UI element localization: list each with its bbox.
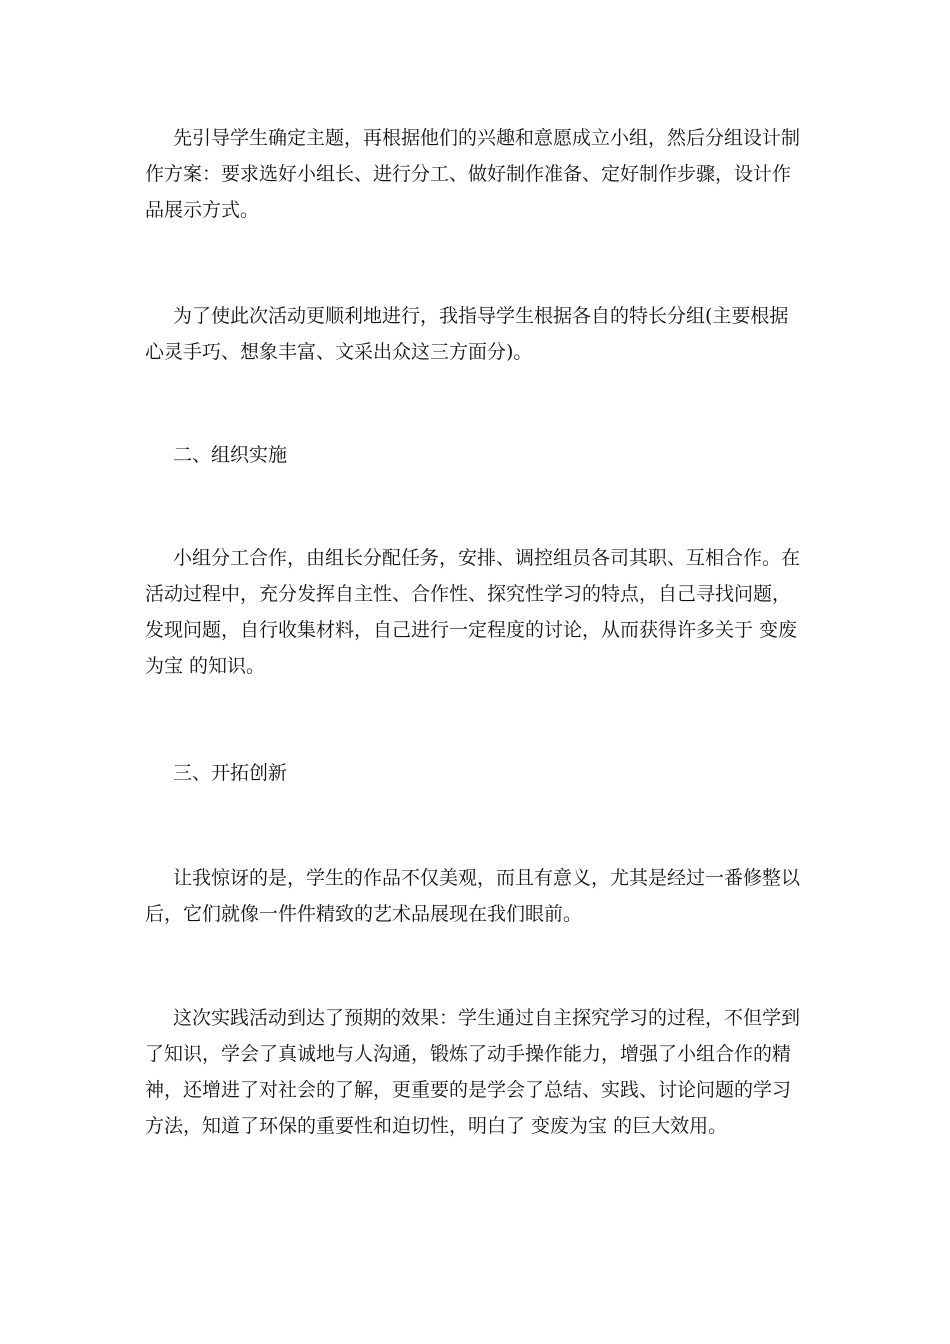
- paragraph-3: [145, 540, 809, 684]
- paragraph-line: 为宝 的知识。: [145, 655, 266, 677]
- paragraph-5: [145, 1000, 809, 1144]
- paragraph-1: [145, 120, 809, 228]
- paragraph-line: 心灵手巧、想象丰富、文采出众这三方面分)。: [145, 341, 533, 363]
- section-heading-innovate: 三、开拓创新: [173, 762, 288, 784]
- paragraph-line: 先引导学生确定主题，再根据他们的兴趣和意愿成立小组，然后分组设计制: [173, 127, 801, 149]
- paragraph-line: 神，还增进了对社会的了解，更重要的是学会了总结、实践、讨论问题的学习: [145, 1079, 792, 1101]
- paragraph-line: 了知识，学会了真诚地与人沟通，锻炼了动手操作能力，增强了小组合作的精: [145, 1043, 792, 1065]
- paragraph-line: 小组分工合作，由组长分配任务，安排、调控组员各司其职、互相合作。在: [173, 547, 801, 569]
- paragraph-line: 活动过程中，充分发挥自主性、合作性、探究性学习的特点，自己寻找问题，: [145, 583, 792, 605]
- paragraph-line: 方法，知道了环保的重要性和迫切性，明白了 变废为宝 的巨大效用。: [145, 1115, 728, 1137]
- paragraph-line: 作方案：要求选好小组长、进行分工、做好制作准备、定好制作步骤，设计作: [145, 163, 792, 185]
- paragraph-line: 这次实践活动到达了预期的效果：学生通过自主探究学习的过程，不但学到: [173, 1007, 801, 1029]
- paragraph-line: 后，它们就像一件件精致的艺术品展现在我们眼前。: [145, 903, 583, 925]
- paragraph-line: 为了使此次活动更顺利地进行，我指导学生根据各自的特长分组(主要根据: [173, 305, 789, 327]
- section-heading-organize: 二、组织实施: [173, 444, 288, 466]
- paragraph-4: [145, 860, 809, 932]
- paragraph-line: 品展示方式。: [145, 199, 260, 221]
- paragraph-2: [145, 298, 809, 370]
- paragraph-line: 让我惊讶的是，学生的作品不仅美观，而且有意义，尤其是经过一番修整以: [173, 867, 801, 889]
- paragraph-line: 发现问题，自行收集材料，自己进行一定程度的讨论，从而获得许多关于 变废: [145, 619, 798, 641]
